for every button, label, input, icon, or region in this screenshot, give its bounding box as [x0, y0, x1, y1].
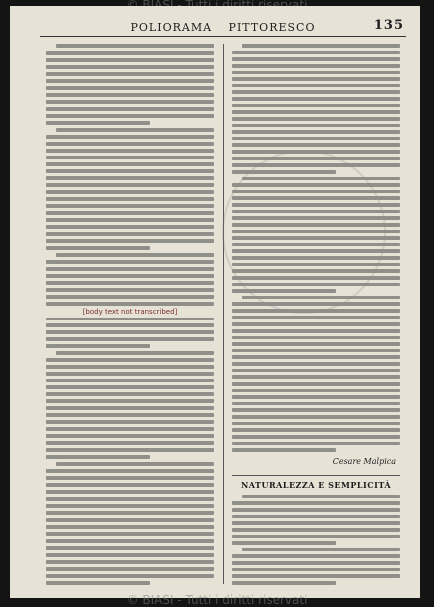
untranscribed-note: [body text not transcribed] — [46, 306, 214, 318]
text-line-placeholder — [232, 581, 336, 585]
text-line-placeholder — [46, 574, 214, 578]
text-line-placeholder — [232, 283, 400, 287]
text-line-placeholder — [232, 515, 400, 519]
text-line-placeholder — [232, 574, 400, 578]
text-line-placeholder — [232, 362, 400, 366]
text-line-placeholder — [46, 156, 214, 160]
text-line-placeholder — [232, 382, 400, 386]
text-line-placeholder — [232, 389, 400, 393]
text-line-placeholder — [232, 57, 400, 61]
text-line-placeholder — [232, 236, 400, 240]
text-line-placeholder — [46, 93, 214, 97]
text-line-placeholder — [232, 369, 400, 373]
text-line-placeholder — [232, 117, 400, 121]
text-line-placeholder — [232, 561, 400, 565]
text-line-placeholder — [232, 528, 400, 532]
text-line-placeholder — [46, 190, 214, 194]
text-line-placeholder — [46, 58, 214, 62]
text-line-placeholder — [46, 518, 214, 522]
text-line-placeholder — [232, 336, 400, 340]
text-line-placeholder — [46, 225, 214, 229]
section-heading: NATURALEZZA E SEMPLICITÀ — [232, 475, 400, 490]
text-line-placeholder — [46, 121, 150, 125]
text-line-placeholder — [232, 276, 400, 280]
text-line-placeholder — [46, 295, 214, 299]
text-line-placeholder — [46, 358, 214, 362]
text-line-placeholder — [56, 128, 214, 132]
text-line-placeholder — [232, 263, 400, 267]
text-line-placeholder — [232, 535, 400, 539]
text-line-placeholder — [56, 462, 214, 466]
text-line-placeholder — [232, 216, 400, 220]
text-line-placeholder — [46, 100, 214, 104]
text-line-placeholder — [232, 541, 336, 545]
text-line-placeholder — [46, 149, 214, 153]
text-line-placeholder — [46, 420, 214, 424]
text-line-placeholder — [46, 169, 214, 173]
text-line-placeholder — [232, 349, 400, 353]
text-line-placeholder — [232, 97, 400, 101]
text-line-placeholder — [232, 51, 400, 55]
text-line-placeholder — [232, 428, 400, 432]
text-line-placeholder — [46, 232, 214, 236]
text-line-placeholder — [46, 344, 150, 348]
text-line-placeholder — [46, 504, 214, 508]
header-right: PITTORESCO — [228, 20, 316, 34]
text-line-placeholder — [46, 581, 150, 585]
text-line-placeholder — [46, 176, 214, 180]
text-line-placeholder — [242, 548, 400, 552]
text-line-placeholder — [46, 567, 214, 571]
scanned-page — [10, 6, 420, 598]
text-line-placeholder — [46, 427, 214, 431]
text-line-placeholder — [232, 157, 400, 161]
text-line-placeholder — [46, 211, 214, 215]
text-line-placeholder — [232, 302, 400, 306]
text-line-placeholder — [232, 415, 400, 419]
text-line-placeholder — [232, 183, 400, 187]
text-line-placeholder — [232, 84, 400, 88]
text-line-placeholder — [46, 539, 214, 543]
text-line-placeholder — [46, 434, 214, 438]
text-line-placeholder — [46, 476, 214, 480]
text-line-placeholder — [232, 170, 336, 174]
text-line-placeholder — [232, 150, 400, 154]
text-line-placeholder — [46, 372, 214, 376]
text-line-placeholder — [56, 351, 214, 355]
text-line-placeholder — [46, 267, 214, 271]
text-line-placeholder — [232, 342, 400, 346]
text-line-placeholder — [232, 408, 400, 412]
text-line-placeholder — [232, 243, 400, 247]
text-line-placeholder — [46, 142, 214, 146]
right-column — [232, 44, 400, 584]
text-line-placeholder — [46, 379, 214, 383]
text-line-placeholder — [46, 490, 214, 494]
text-line-placeholder — [242, 296, 400, 300]
text-line-placeholder — [232, 230, 400, 234]
text-line-placeholder — [46, 553, 214, 557]
text-line-placeholder — [232, 322, 400, 326]
text-line-placeholder — [46, 532, 214, 536]
text-line-placeholder — [46, 183, 214, 187]
running-header — [40, 18, 406, 37]
text-line-placeholder — [232, 256, 400, 260]
text-line-placeholder — [46, 79, 214, 83]
text-line-placeholder — [232, 223, 400, 227]
text-line-placeholder — [46, 483, 214, 487]
text-line-placeholder — [46, 274, 214, 278]
text-line-placeholder — [46, 218, 214, 222]
text-line-placeholder — [46, 323, 214, 327]
text-line-placeholder — [232, 355, 400, 359]
text-line-placeholder — [46, 525, 214, 529]
text-line-placeholder — [232, 163, 400, 167]
text-line-placeholder — [232, 249, 400, 253]
text-line-placeholder — [232, 289, 336, 293]
text-line-placeholder — [56, 44, 214, 48]
text-line-placeholder — [232, 143, 400, 147]
text-line-placeholder — [46, 246, 150, 250]
text-line-placeholder — [232, 521, 400, 525]
text-line-placeholder — [46, 72, 214, 76]
text-line-placeholder — [46, 260, 214, 264]
text-line-placeholder — [46, 114, 214, 118]
text-line-placeholder — [232, 448, 336, 452]
text-line-placeholder — [46, 107, 214, 111]
column-divider — [223, 44, 224, 584]
text-line-placeholder — [232, 329, 400, 333]
text-line-placeholder — [232, 90, 400, 94]
text-line-placeholder — [232, 190, 400, 194]
text-line-placeholder — [46, 365, 214, 369]
text-line-placeholder — [232, 104, 400, 108]
text-line-placeholder — [242, 495, 400, 499]
watermark-bottom: © BIASI - Tutti i diritti riservati — [126, 593, 308, 607]
text-line-placeholder — [46, 288, 214, 292]
text-line-placeholder — [46, 86, 214, 90]
text-line-placeholder — [46, 65, 214, 69]
text-line-placeholder — [46, 330, 214, 334]
text-line-placeholder — [46, 162, 214, 166]
text-line-placeholder — [232, 422, 400, 426]
text-line-placeholder — [46, 546, 214, 550]
text-line-placeholder — [46, 399, 214, 403]
text-line-placeholder — [232, 124, 400, 128]
text-line-placeholder — [232, 130, 400, 134]
page-number: 135 — [373, 18, 404, 33]
text-line-placeholder — [46, 392, 214, 396]
text-line-placeholder — [232, 568, 400, 572]
text-line-placeholder — [232, 508, 400, 512]
text-line-placeholder — [46, 448, 214, 452]
article-signature: Cesare Malpica — [332, 456, 396, 466]
text-line-placeholder — [46, 441, 214, 445]
text-line-placeholder — [232, 316, 400, 320]
text-line-placeholder — [232, 137, 400, 141]
text-line-placeholder — [232, 435, 400, 439]
text-line-placeholder — [46, 413, 214, 417]
text-line-placeholder — [232, 110, 400, 114]
text-line-placeholder — [46, 51, 214, 55]
text-line-placeholder — [232, 203, 400, 207]
text-line-placeholder — [232, 375, 400, 379]
text-line-placeholder — [46, 197, 214, 201]
text-line-placeholder — [46, 281, 214, 285]
text-line-placeholder — [46, 135, 214, 139]
text-line-placeholder — [232, 64, 400, 68]
text-line-placeholder — [46, 239, 214, 243]
header-left: POLIORAMA — [130, 20, 213, 34]
text-line-placeholder — [242, 177, 400, 181]
text-line-placeholder — [232, 210, 400, 214]
text-line-placeholder — [46, 385, 214, 389]
text-line-placeholder — [232, 309, 400, 313]
text-line-placeholder — [46, 497, 214, 501]
text-line-placeholder — [232, 402, 400, 406]
text-line-placeholder — [56, 253, 214, 257]
text-line-placeholder — [242, 44, 400, 48]
text-line-placeholder — [46, 469, 214, 473]
text-line-placeholder — [46, 455, 150, 459]
text-line-placeholder — [46, 337, 214, 341]
text-line-placeholder — [232, 501, 400, 505]
text-line-placeholder — [46, 511, 214, 515]
text-line-placeholder — [46, 204, 214, 208]
text-line-placeholder — [232, 196, 400, 200]
text-line-placeholder — [232, 77, 400, 81]
journal-title — [125, 21, 322, 34]
text-line-placeholder — [46, 560, 214, 564]
text-line-placeholder — [232, 71, 400, 75]
text-line-placeholder — [232, 554, 400, 558]
text-line-placeholder — [46, 406, 214, 410]
text-line-placeholder — [232, 269, 400, 273]
text-line-placeholder — [232, 395, 400, 399]
text-line-placeholder — [232, 442, 400, 446]
